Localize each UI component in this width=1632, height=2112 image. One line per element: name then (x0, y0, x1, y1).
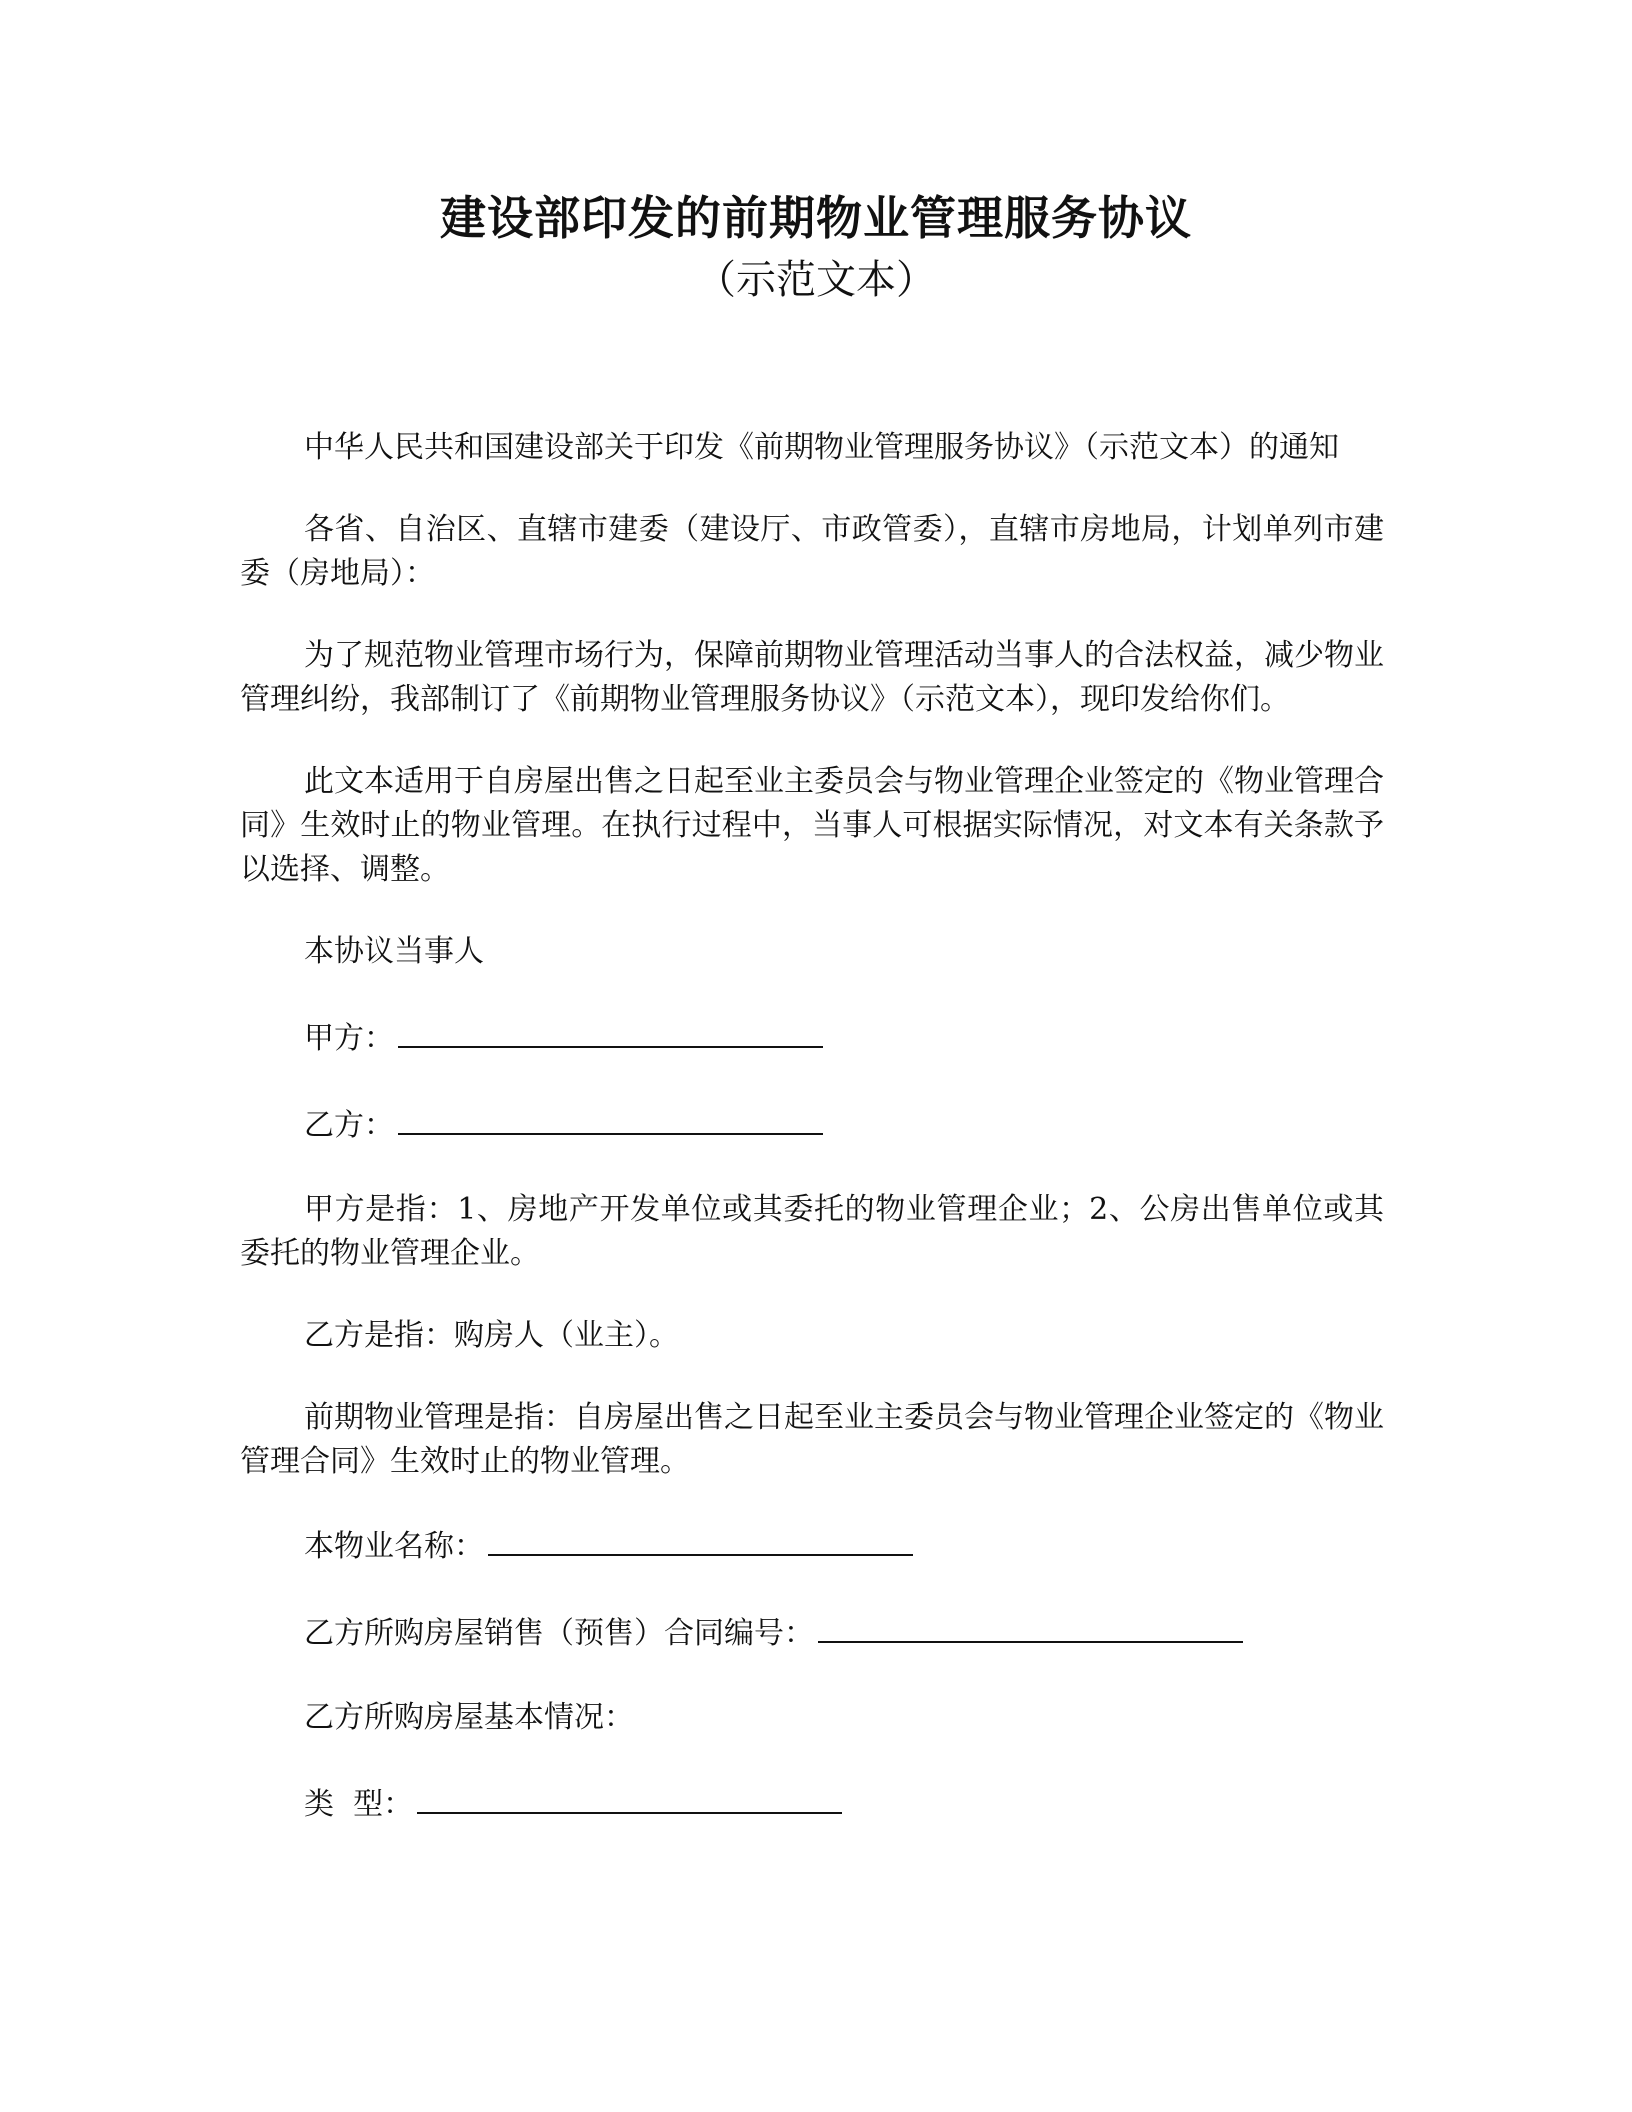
contract-number-blank[interactable] (818, 1609, 1243, 1643)
property-name-blank[interactable] (488, 1522, 913, 1556)
type-label: 类 型： (304, 1787, 414, 1822)
document-body (240, 426, 1384, 1827)
parties-heading: 本协议当事人 (304, 934, 484, 969)
house-info-heading: 乙方所购房屋基本情况： (304, 1700, 634, 1735)
property-name-label: 本物业名称： (304, 1529, 484, 1564)
party-b-row (240, 1101, 1384, 1148)
contract-number-row (240, 1609, 1384, 1656)
type-row (240, 1780, 1384, 1827)
type-blank[interactable] (417, 1780, 842, 1814)
recipients-paragraph: 各省、自治区、直辖市建委（建设厅、市政管委），直辖市房地局，计划单列市建委（房地局）： (240, 512, 1384, 591)
party-b-label: 乙方： (304, 1108, 394, 1143)
property-name-row (240, 1522, 1384, 1569)
party-a-blank[interactable] (398, 1014, 823, 1048)
document-title: 建设部印发的前期物业管理服务协议 (440, 191, 1192, 245)
management-definition-paragraph: 前期物业管理是指：自房屋出售之日起至业主委员会与物业管理企业签定的《物业管理合同》生效时止的物业管理。 (240, 1400, 1384, 1479)
party-a-label: 甲方： (304, 1021, 394, 1056)
document-subtitle: （示范文本） (696, 257, 936, 303)
contract-number-label: 乙方所购房屋销售（预售）合同编号： (304, 1616, 814, 1651)
party-a-row (240, 1014, 1384, 1061)
party-a-definition-paragraph: 甲方是指：1、房地产开发单位或其委托的物业管理企业；2、公房出售单位或其委托的物业管理企业。 (240, 1192, 1384, 1271)
purpose-paragraph: 为了规范物业管理市场行为，保障前期物业管理活动当事人的合法权益，减少物业管理纠纷，我部制订了《前期物业管理服务协议》（示范文本），现印发给你们。 (240, 638, 1384, 717)
notice-heading-paragraph: 中华人民共和国建设部关于印发《前期物业管理服务协议》（示范文本）的通知 (304, 430, 1339, 465)
party-b-blank[interactable] (398, 1101, 823, 1135)
party-b-definition-paragraph: 乙方是指：购房人（业主）。 (304, 1318, 679, 1353)
scope-paragraph: 此文本适用于自房屋出售之日起至业主委员会与物业管理企业签定的《物业管理合同》生效时止的物业管理。在执行过程中，当事人可根据实际情况，对文本有关条款予以选择、调整。 (240, 764, 1384, 887)
